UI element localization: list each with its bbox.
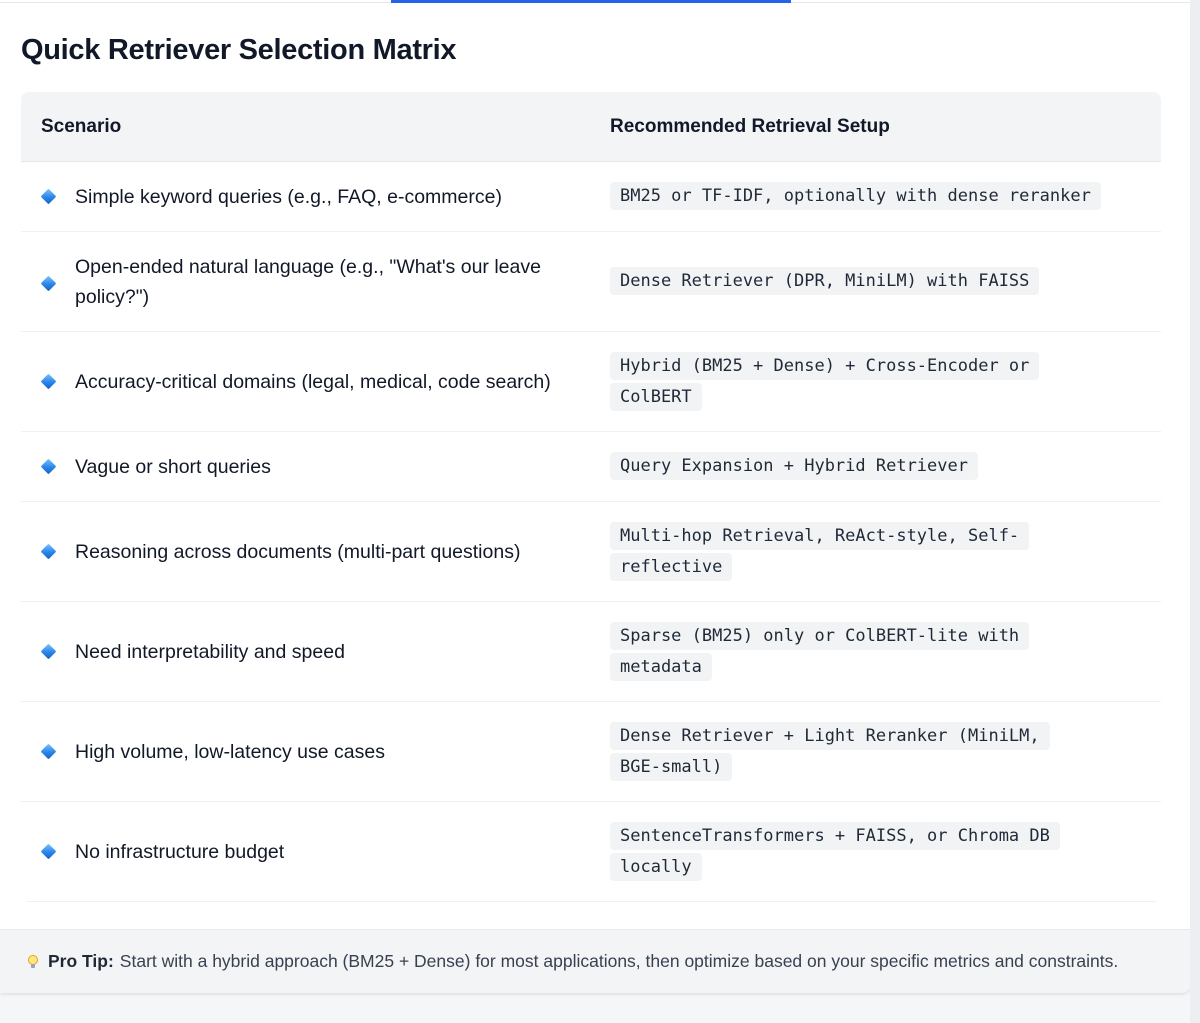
blue-diamond-icon bbox=[41, 374, 57, 390]
setup-code: Dense Retriever (DPR, MiniLM) with FAISS bbox=[610, 267, 1039, 295]
scenario-cell bbox=[21, 367, 610, 397]
setup-code: Dense Retriever + Light Reranker (MiniLM, BGE-small) bbox=[610, 722, 1050, 781]
lightbulb-icon bbox=[28, 955, 38, 968]
scenario-cell bbox=[21, 452, 610, 482]
table-row bbox=[21, 232, 1161, 332]
pro-tip-label: Pro Tip: bbox=[48, 951, 114, 971]
table-row bbox=[21, 432, 1161, 502]
scenario-text: Open-ended natural language (e.g., "What's our leave policy?") bbox=[75, 255, 541, 308]
setup-code: Query Expansion + Hybrid Retriever bbox=[610, 452, 978, 480]
pro-tip-banner bbox=[0, 929, 1190, 993]
setup-cell bbox=[610, 351, 1161, 413]
setup-cell bbox=[610, 521, 1161, 583]
scrollbar-track[interactable] bbox=[1190, 0, 1200, 1023]
scenario-text: Need interpretability and speed bbox=[75, 640, 345, 663]
active-tab-indicator bbox=[391, 0, 791, 3]
setup-code: Hybrid (BM25 + Dense) + Cross-Encoder or ColBERT bbox=[610, 352, 1039, 411]
page-title: Quick Retriever Selection Matrix bbox=[21, 34, 457, 66]
table-row bbox=[21, 332, 1161, 432]
setup-code: Multi-hop Retrieval, ReAct-style, Self-reflective bbox=[610, 522, 1029, 581]
scenario-cell bbox=[21, 252, 610, 312]
table-header bbox=[21, 92, 1161, 162]
blue-diamond-icon bbox=[41, 744, 57, 760]
scenario-text: Accuracy-critical domains (legal, medical, code search) bbox=[75, 370, 551, 393]
table-row bbox=[21, 802, 1161, 902]
blue-diamond-icon bbox=[41, 189, 57, 205]
table-row bbox=[21, 602, 1161, 702]
setup-cell bbox=[610, 621, 1161, 683]
scenario-cell bbox=[21, 182, 610, 212]
table-row bbox=[21, 162, 1161, 232]
column-header-setup: Recommended Retrieval Setup bbox=[610, 115, 890, 137]
scenario-text: No infrastructure budget bbox=[75, 840, 285, 863]
blue-diamond-icon bbox=[41, 459, 57, 475]
setup-cell bbox=[610, 266, 1161, 297]
setup-cell bbox=[610, 451, 1161, 482]
setup-code: Sparse (BM25) only or ColBERT-lite with metadata bbox=[610, 622, 1029, 681]
setup-cell bbox=[610, 821, 1161, 883]
table-row bbox=[21, 702, 1161, 802]
blue-diamond-icon bbox=[41, 644, 57, 660]
scenario-text: High volume, low-latency use cases bbox=[75, 740, 385, 763]
setup-code: BM25 or TF-IDF, optionally with dense reranker bbox=[610, 182, 1101, 210]
selection-matrix-table bbox=[21, 92, 1161, 902]
blue-diamond-icon bbox=[41, 844, 57, 860]
scenario-cell bbox=[21, 637, 610, 667]
table-row bbox=[21, 502, 1161, 602]
setup-cell bbox=[610, 721, 1161, 783]
blue-diamond-icon bbox=[41, 544, 57, 560]
setup-code: SentenceTransformers + FAISS, or Chroma DB locally bbox=[610, 822, 1060, 881]
scenario-cell bbox=[21, 537, 610, 567]
setup-cell bbox=[610, 181, 1161, 212]
scenario-text: Reasoning across documents (multi-part questions) bbox=[75, 540, 521, 563]
blue-diamond-icon bbox=[41, 275, 57, 291]
scenario-cell bbox=[21, 737, 610, 767]
scenario-text: Simple keyword queries (e.g., FAQ, e-commerce) bbox=[75, 185, 502, 208]
column-header-scenario: Scenario bbox=[41, 115, 122, 137]
scenario-cell bbox=[21, 837, 610, 867]
pro-tip-text: Start with a hybrid approach (BM25 + Dense) for most applications, then optimize based on your specific metrics and constraints. bbox=[119, 951, 1119, 971]
scenario-text: Vague or short queries bbox=[75, 455, 271, 478]
